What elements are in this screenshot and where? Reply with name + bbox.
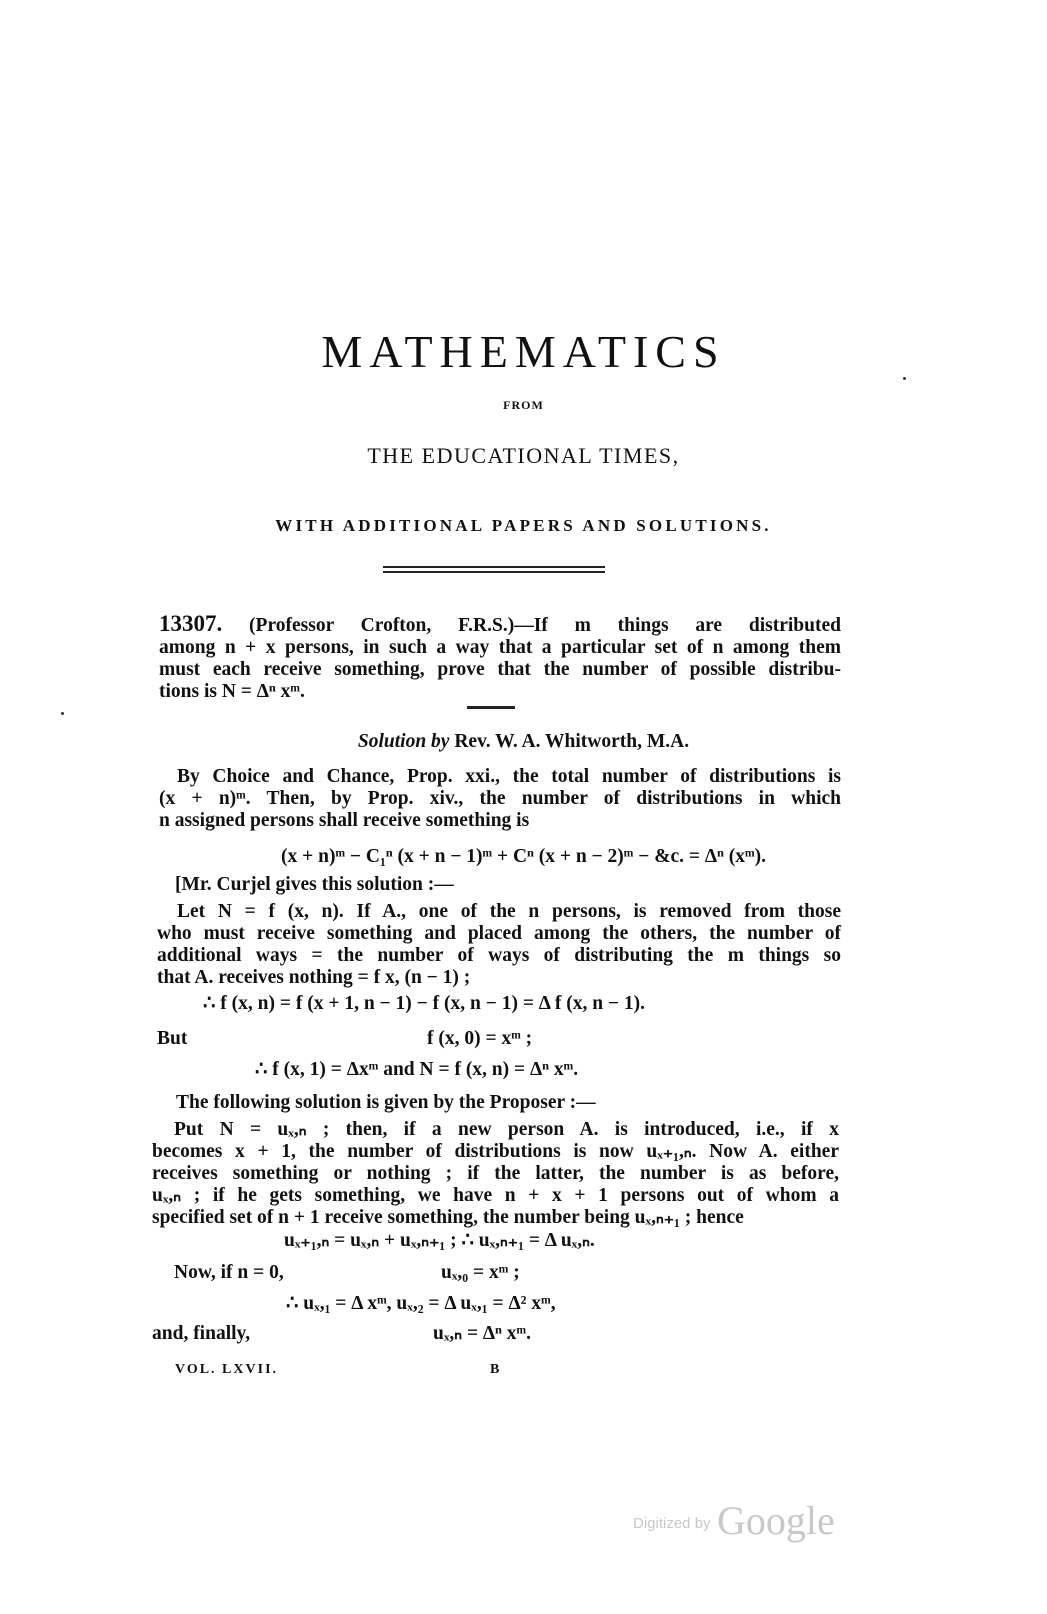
problem-statement — [159, 613, 841, 703]
equation-1: (x + n)ᵐ − C₁ⁿ (x + n − 1)ᵐ + Cⁿ (x + n − 2)ᵐ − &c. = Δⁿ (xᵐ). — [281, 846, 766, 867]
source-title: THE EDUCATIONAL TIMES, — [367, 443, 680, 468]
equation-8: uₓ,ₙ = Δⁿ xᵐ. — [433, 1323, 532, 1344]
page-title: MATHEMATICS — [321, 326, 726, 377]
problem-line-3: must each receive something, prove that the number of possible distribu- — [159, 659, 841, 680]
problem-line-2: among n + x persons, in such a way that a particular set of n among them — [159, 637, 841, 658]
equation-4: ∴ f (x, 1) = Δxᵐ and N = f (x, n) = Δⁿ xᵐ. — [255, 1059, 579, 1080]
stray-mark — [903, 377, 906, 380]
now-label: Now, if n = 0, — [174, 1262, 284, 1283]
paragraph-choice-chance: By Choice and Chance, Prop. xxi., the total number of distributions is (x + n)ᵐ. Then, by Prop. xiv., the number of distributions in which n assigned persons shall receive something is — [159, 766, 841, 831]
but-label: But — [157, 1028, 188, 1049]
problem-line-1: 13307. (Professor Crofton, F.R.S.)—If m things are distributed — [159, 611, 841, 636]
from-label: FROM — [503, 398, 544, 412]
paragraph-proposer: Put N = uₓ,ₙ ; then, if a new person A. is introduced, i.e., if x becomes x + 1, the number of distributions is now uₓ₊₁,ₙ. Now A. either receives something or nothing ; if the latter, the number is as before, uₓ,ₙ ; if he gets something, we have n + x + 1 persons out of whom a specified set of n + 1 receive something, the number being uₓ,ₙ₊₁ ; hence — [152, 1119, 839, 1228]
stray-mark — [61, 712, 64, 715]
double-rule-top — [383, 566, 605, 568]
google-logo: Google — [717, 1498, 835, 1543]
signature-mark: B — [490, 1362, 502, 1377]
paragraph-curjel: Let N = f (x, n). If A., one of the n persons, is removed from those who must receive something and placed among the others, the number of additional ways = the number of ways of distributing the m things so that A. receives nothing = f x, (n − 1) ; — [157, 901, 841, 988]
short-rule — [467, 706, 515, 709]
problem-author: (Professor Crofton, F.R.S.) — [249, 615, 515, 636]
solution-heading: Solution by Rev. W. A. Whitworth, M.A. — [357, 731, 690, 752]
equation-6: uₓ,₀ = xᵐ ; — [441, 1262, 520, 1283]
curjel-intro: [Mr. Curjel gives this solution :— — [175, 874, 454, 895]
solution-author: Rev. W. A. Whitworth, M.A. — [454, 731, 690, 752]
equation-7: ∴ uₓ,₁ = Δ xᵐ, uₓ,₂ = Δ uₓ,₁ = Δ² xᵐ, — [286, 1293, 556, 1314]
equation-2: ∴ f (x, n) = f (x + 1, n − 1) − f (x, n − 1) = Δ f (x, n − 1). — [203, 993, 646, 1014]
double-rule-bottom — [383, 571, 605, 573]
problem-line-4: tions is N = Δⁿ xᵐ. — [159, 681, 305, 702]
digitized-watermark — [633, 1497, 843, 1545]
subtitle: WITH ADDITIONAL PAPERS AND SOLUTIONS. — [275, 516, 772, 535]
volume-label: VOL. LXVII. — [175, 1362, 279, 1377]
equation-3: f (x, 0) = xᵐ ; — [427, 1028, 533, 1049]
equation-5: uₓ₊₁,ₙ = uₓ,ₙ + uₓ,ₙ₊₁ ; ∴ uₓ,ₙ₊₁ = Δ uₓ,ₙ. — [284, 1230, 595, 1251]
proposer-intro: The following solution is given by the Proposer :— — [176, 1092, 596, 1113]
finally-label: and, finally, — [152, 1323, 251, 1344]
problem-number: 13307. — [159, 611, 223, 636]
digitized-label: Digitized by — [633, 1515, 711, 1532]
